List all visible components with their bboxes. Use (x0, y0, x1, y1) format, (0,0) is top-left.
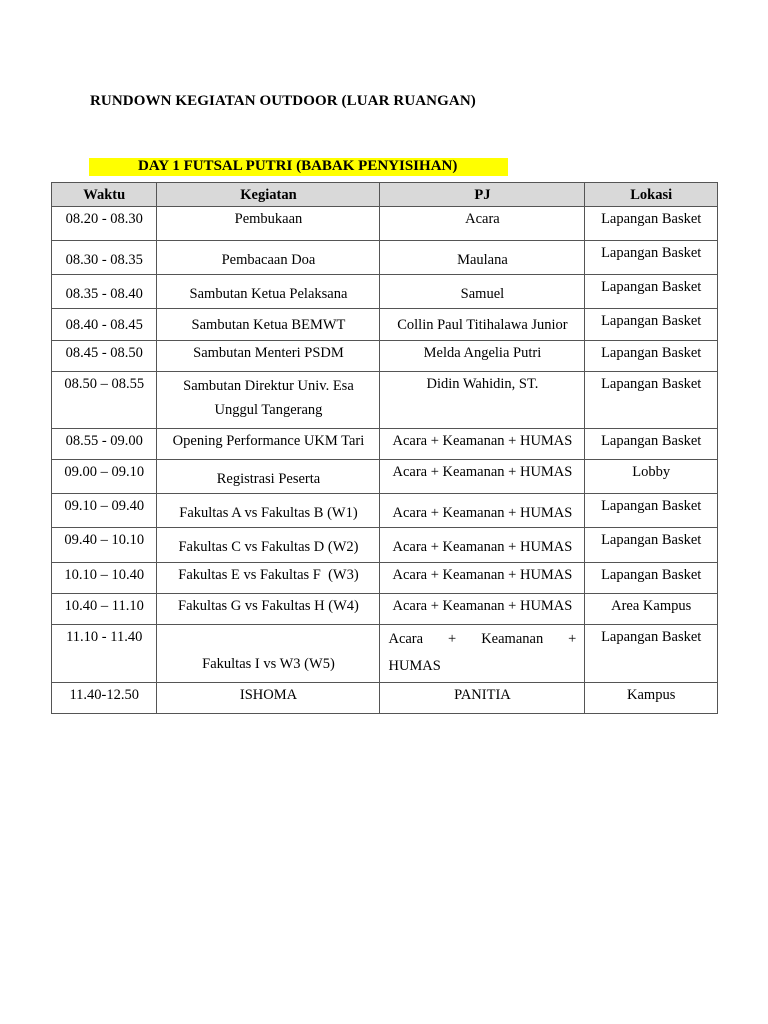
cell-pj: Samuel (380, 275, 585, 309)
table-row (52, 563, 718, 594)
cell-pj: PANITIA (380, 683, 585, 714)
cell-location: Lapangan Basket (585, 372, 718, 429)
cell-time: 09.00 – 09.10 (52, 460, 157, 494)
cell-location: Lobby (585, 460, 718, 494)
cell-pj: Acara + Keamanan + HUMAS (380, 429, 585, 460)
cell-activity: Fakultas A vs Fakultas B (W1) (157, 494, 380, 528)
cell-pj-line2: HUMAS (388, 658, 441, 674)
cell-time: 08.20 - 08.30 (52, 207, 157, 241)
cell-time: 09.40 – 10.10 (52, 528, 157, 563)
cell-time: 11.10 - 11.40 (52, 625, 157, 683)
cell-activity: Fakultas I vs W3 (W5) (157, 625, 380, 683)
cell-pj: Melda Angelia Putri (380, 341, 585, 372)
cell-pj (380, 625, 585, 683)
cell-activity: Sambutan Menteri PSDM (157, 341, 380, 372)
rundown-table (51, 182, 718, 714)
cell-location: Lapangan Basket (585, 429, 718, 460)
cell-location: Lapangan Basket (585, 275, 718, 309)
cell-time: 08.55 - 09.00 (52, 429, 157, 460)
cell-pj: Collin Paul Titihalawa Junior (380, 309, 585, 341)
table-row (52, 309, 718, 341)
table-row (52, 528, 718, 563)
header-activity: Kegiatan (157, 183, 380, 207)
table-row (52, 594, 718, 625)
document-title: RUNDOWN KEGIATAN OUTDOOR (LUAR RUANGAN) (90, 93, 476, 109)
cell-time: 08.40 - 08.45 (52, 309, 157, 341)
cell-location: Lapangan Basket (585, 241, 718, 275)
table-row (52, 275, 718, 309)
cell-pj: Acara + Keamanan + HUMAS (380, 494, 585, 528)
cell-location: Lapangan Basket (585, 563, 718, 594)
cell-activity: Sambutan Ketua Pelaksana (157, 275, 380, 309)
cell-pj: Acara + Keamanan + HUMAS (380, 563, 585, 594)
cell-activity-line2: Unggul Tangerang (214, 402, 323, 418)
header-pj: PJ (380, 183, 585, 207)
header-time: Waktu (52, 183, 157, 207)
cell-time: 08.35 - 08.40 (52, 275, 157, 309)
cell-activity: Pembukaan (157, 207, 380, 241)
cell-location: Lapangan Basket (585, 207, 718, 241)
cell-location: Lapangan Basket (585, 528, 718, 563)
cell-activity-line1: Sambutan Direktur Univ. Esa (183, 378, 354, 394)
day-banner (89, 157, 508, 176)
cell-location: Lapangan Basket (585, 341, 718, 372)
cell-location: Kampus (585, 683, 718, 714)
cell-activity: Fakultas C vs Fakultas D (W2) (157, 528, 380, 563)
cell-pj-line1: Acara + Keamanan + (388, 631, 577, 647)
cell-activity: Fakultas G vs Fakultas H (W4) (157, 594, 380, 625)
cell-pj: Didin Wahidin, ST. (380, 372, 585, 429)
cell-time: 09.10 – 09.40 (52, 494, 157, 528)
cell-activity: Registrasi Peserta (157, 460, 380, 494)
table-row (52, 341, 718, 372)
cell-time: 10.10 – 10.40 (52, 563, 157, 594)
cell-time: 10.40 – 11.10 (52, 594, 157, 625)
cell-activity: Sambutan Ketua BEMWT (157, 309, 380, 341)
cell-time: 08.45 - 08.50 (52, 341, 157, 372)
cell-activity: Fakultas E vs Fakultas F (W3) (157, 563, 380, 594)
cell-location: Lapangan Basket (585, 625, 718, 683)
cell-pj: Acara (380, 207, 585, 241)
table-row (52, 207, 718, 241)
cell-location: Lapangan Basket (585, 494, 718, 528)
cell-time: 08.50 – 08.55 (52, 372, 157, 429)
cell-activity (157, 372, 380, 429)
table-row (52, 372, 718, 429)
cell-time: 08.30 - 08.35 (52, 241, 157, 275)
cell-activity: Opening Performance UKM Tari (157, 429, 380, 460)
cell-activity: ISHOMA (157, 683, 380, 714)
cell-pj: Acara + Keamanan + HUMAS (380, 594, 585, 625)
table-row (52, 429, 718, 460)
header-location: Lokasi (585, 183, 718, 207)
table-header-row (52, 183, 718, 207)
cell-pj: Maulana (380, 241, 585, 275)
day-banner-label: DAY 1 FUTSAL PUTRI (BABAK PENYISIHAN) (138, 158, 458, 174)
cell-activity: Pembacaan Doa (157, 241, 380, 275)
table-row (52, 241, 718, 275)
table-row (52, 625, 718, 683)
table-row (52, 683, 718, 714)
cell-pj: Acara + Keamanan + HUMAS (380, 528, 585, 563)
cell-time: 11.40-12.50 (52, 683, 157, 714)
cell-location: Lapangan Basket (585, 309, 718, 341)
cell-location: Area Kampus (585, 594, 718, 625)
cell-pj: Acara + Keamanan + HUMAS (380, 460, 585, 494)
table-row (52, 494, 718, 528)
table-row (52, 460, 718, 494)
